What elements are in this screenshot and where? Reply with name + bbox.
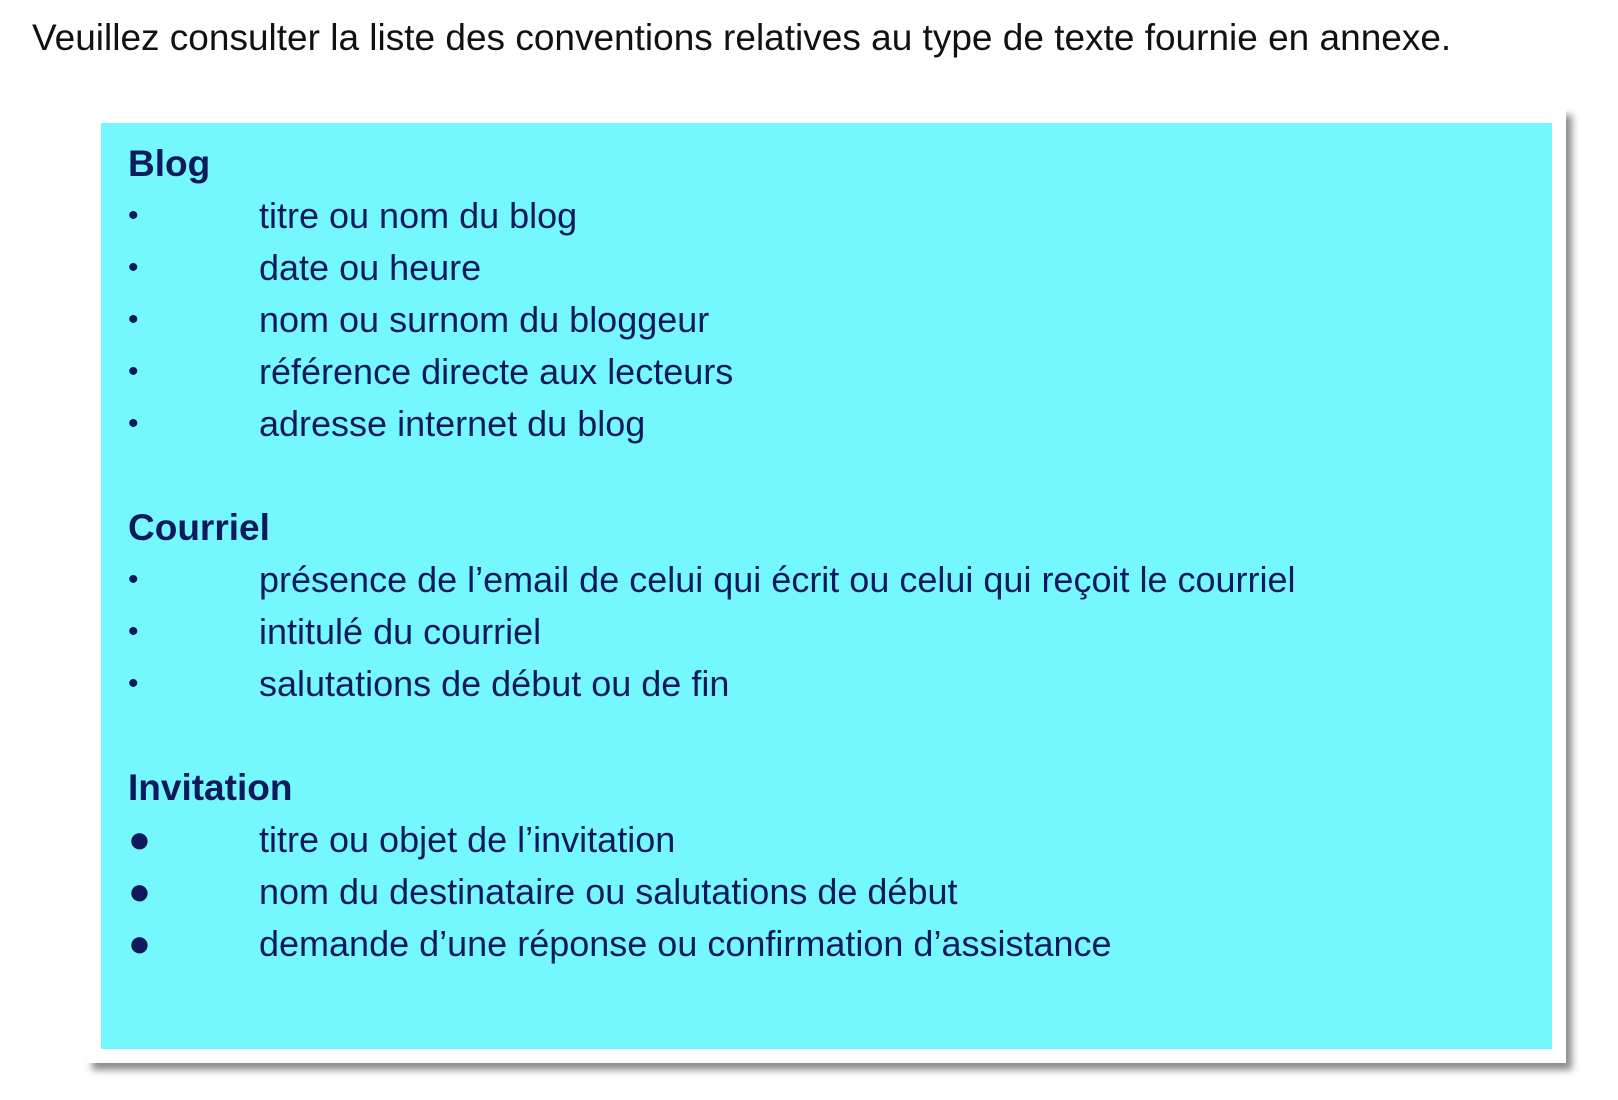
list-item (128, 554, 1532, 606)
bullet-icon: • (128, 615, 139, 648)
conventions-content (128, 138, 1532, 970)
list-item-label: titre ou nom du blog (259, 195, 578, 236)
list-item (128, 866, 1532, 918)
list-item-label: intitulé du courriel (259, 611, 542, 652)
bullet-icon: • (128, 355, 139, 388)
section-title: Blog (128, 143, 211, 184)
list-item-label: référence directe aux lecteurs (259, 351, 734, 392)
list-item (128, 190, 1532, 242)
list-item-label: nom ou surnom du bloggeur (259, 299, 710, 340)
bullet-icon: ● (128, 923, 151, 965)
list-item-label: nom du destinataire ou salutations de début (259, 871, 958, 912)
section-courriel (128, 502, 1532, 710)
list-item (128, 398, 1532, 450)
list-item-label: date ou heure (259, 247, 482, 288)
list-item (128, 294, 1532, 346)
bullet-icon: • (128, 199, 139, 232)
list-item (128, 242, 1532, 294)
list-item (128, 918, 1532, 970)
bullet-icon: ● (128, 819, 151, 861)
list-item (128, 814, 1532, 866)
list-item-label: adresse internet du blog (259, 403, 646, 444)
bullet-list (128, 190, 1532, 450)
bullet-icon: • (128, 303, 139, 336)
section-invitation (128, 762, 1532, 970)
intro-text: Veuillez consulter la liste des conventions relatives au type de texte fournie en annexe. (32, 17, 1452, 58)
section-blog (128, 138, 1532, 450)
bullet-icon: • (128, 563, 139, 596)
bullet-icon: • (128, 407, 139, 440)
bullet-icon: • (128, 251, 139, 284)
list-item-label: salutations de début ou de fin (259, 663, 730, 704)
bullet-icon: • (128, 667, 139, 700)
section-title: Invitation (128, 767, 293, 808)
list-item-label: demande d’une réponse ou confirmation d’assistance (259, 923, 1112, 964)
list-item-label: titre ou objet de l’invitation (259, 819, 676, 860)
bullet-list (128, 554, 1532, 710)
bullet-list (128, 814, 1532, 970)
list-item (128, 346, 1532, 398)
list-item (128, 658, 1532, 710)
list-item (128, 606, 1532, 658)
list-item-label: présence de l’email de celui qui écrit ou celui qui reçoit le courriel (259, 559, 1296, 600)
bullet-icon: ● (128, 871, 151, 913)
section-title: Courriel (128, 507, 270, 548)
conventions-frame (86, 108, 1566, 1063)
conventions-panel (101, 123, 1552, 1049)
